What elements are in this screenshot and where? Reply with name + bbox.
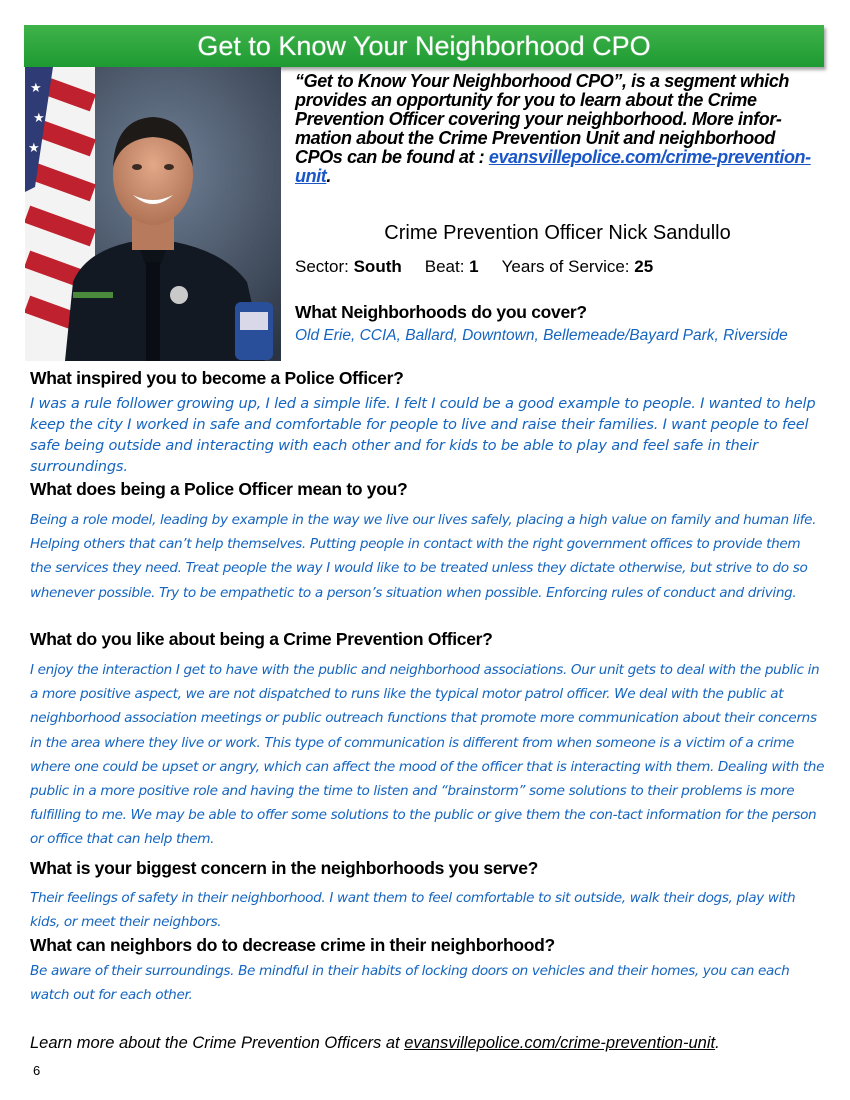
footer-link[interactable]: evansvillepolice.com/crime-prevention-unit (404, 1034, 716, 1052)
beat-label: Beat: (424, 257, 470, 276)
svg-text:★: ★ (30, 80, 42, 95)
answer-neighborhoods: Old Erie, CCIA, Ballard, Downtown, Bellemeade/Bayard Park, Riverside (295, 327, 788, 344)
years-label: Years of Service: (501, 257, 635, 276)
question-concern: What is your biggest concern in the neighborhoods you serve? (30, 858, 539, 878)
footer-period: . (715, 1034, 720, 1052)
answer-meaning: Being a role model, leading by example in the way we live our lives safely, placing a high value on family and human life. Helping others that can’t help themselves. Putting people in contact with the right government offices to provide them the services they need. Treat people the way I would like to be treated unless they dictate otherwise, but strive to do so whenever possible. Try to be empathetic to a person’s situation when possible. Enforcing rules of conduct and driving. (30, 512, 817, 601)
svg-text:★: ★ (33, 110, 45, 125)
beat-stat (425, 257, 479, 277)
page-title: Get to Know Your Neighborhood CPO (197, 30, 651, 61)
sector-value: South (353, 257, 402, 276)
title-banner (24, 25, 824, 67)
years-value: 25 (634, 257, 654, 276)
answer-inspired: I was a rule follower growing up, I led a simple life. I felt I could be a good example to people. I wanted to help keep the city I worked in safe and comfortable for people to live and raise their families. I want people to feel safe being outside and interacting with each other and for kids to be able to play and feel safe in their surroundings. (30, 395, 816, 475)
officer-stats (295, 257, 676, 277)
footer-note (30, 1034, 720, 1053)
svg-text:★: ★ (28, 140, 40, 155)
question-inspired: What inspired you to become a Police Officer? (30, 368, 404, 388)
officer-portrait-image (25, 67, 281, 361)
answer-likes: I enjoy the interaction I get to have with the public and neighborhood associations. Our unit gets to deal with the public in a more positive aspect, we are not dispatched to runs like the typical motor patrol officer. We deal with the public at neighborhood association meetings or public outreach functions that promote more communication about their concerns in the area where they live or work. This type of communication is different from when someone is a victim of a crime where one could be upset or angry, which can affect the mood of the officer that is interacting with them. Dealing with the public in a more positive role and having the time to listen and “brainstorm” some solutions to their problems is more fulfilling to me. We may be able to offer some solutions to the public or give them the con-tact information for the person or office that can help them. (30, 662, 825, 848)
sector-stat (295, 257, 402, 277)
intro-text: “Get to Know Your Neighborhood CPO”, is a segment which provides an opportunity for you to learn about the Crime Prevention Officer covering your neighborhood. More infor-mation about the Crime Prevention Unit and neighborhood CPOs can be found at : (295, 71, 790, 167)
footer-text: Learn more about the Crime Prevention Officers at (30, 1034, 405, 1052)
intro-period: . (326, 166, 331, 186)
officer-photo (25, 67, 281, 361)
answer-decrease-crime: Be aware of their surroundings. Be mindful in their habits of locking doors on vehicles and their homes, you can each watch out for each other. (30, 963, 790, 1004)
question-decrease-crime: What can neighbors do to decrease crime in their neighborhood? (30, 935, 555, 955)
officer-name-heading: Crime Prevention Officer Nick Sandullo (384, 222, 731, 244)
question-neighborhoods: What Neighborhoods do you cover? (295, 302, 587, 322)
years-stat (502, 257, 654, 277)
beat-value: 1 (469, 257, 479, 276)
question-meaning: What does being a Police Officer mean to you? (30, 479, 408, 499)
answer-concern: Their feelings of safety in their neighborhood. I want them to feel comfortable to sit outside, walk their dogs, play with kids, or meet their neighbors. (30, 890, 796, 931)
page-number: 6 (33, 1063, 41, 1078)
intro-paragraph (295, 72, 820, 186)
question-likes: What do you like about being a Crime Prevention Officer? (30, 629, 493, 649)
intro-link[interactable]: evansvillepolice.com/crime-prevention-unit (295, 147, 811, 186)
sector-label: Sector: (295, 257, 354, 276)
